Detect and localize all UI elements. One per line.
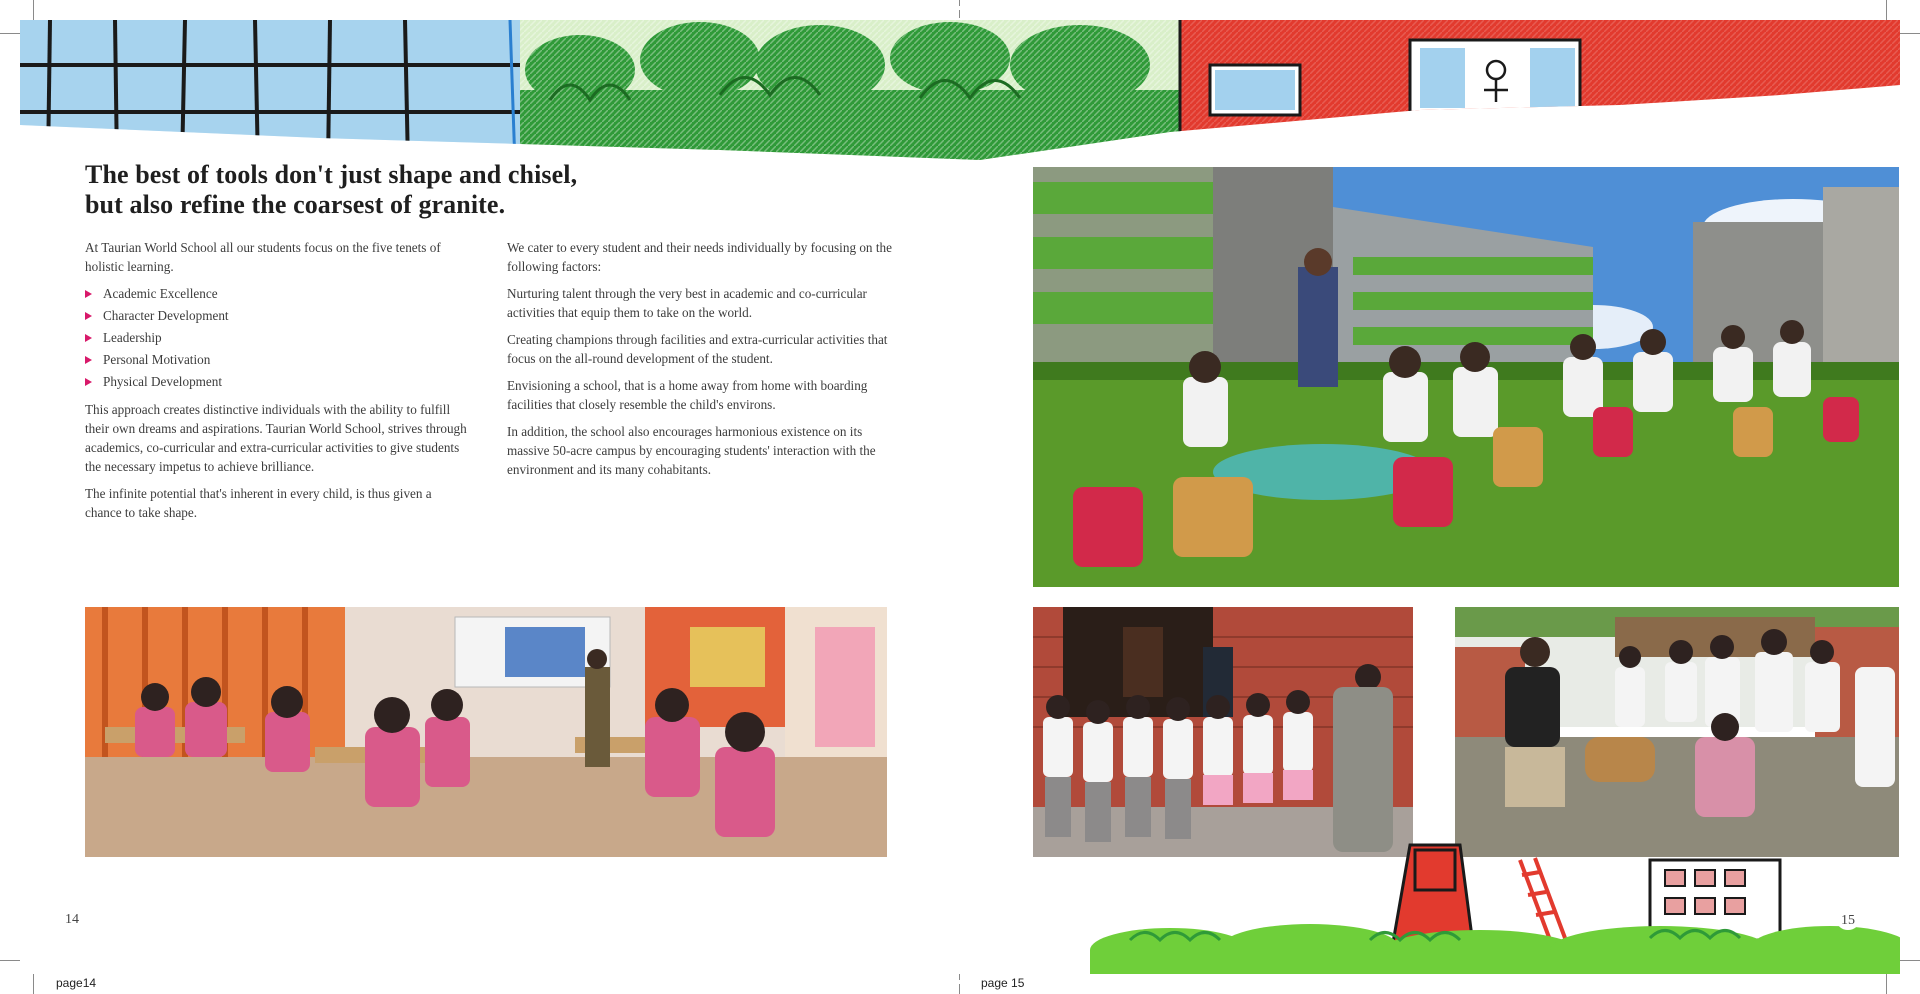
crop-mark [1900,33,1920,34]
left-text-column [85,238,470,530]
list-item: Physical Development [85,372,470,394]
bullet-triangle-icon [85,334,92,342]
classroom-photo [85,607,887,857]
tenets-list [85,284,470,394]
page-number-right: 15 [1837,912,1859,930]
footer-page-label-left: page14 [56,976,97,990]
crop-mark [1886,0,1887,20]
crop-mark [959,10,960,18]
bullet-triangle-icon [85,378,92,386]
footer-page-label-right: page 15 [981,976,1025,990]
bullet-triangle-icon [85,290,92,298]
crop-mark [959,0,960,6]
crop-mark [959,984,960,994]
factor-paragraph: In addition, the school also encourages harmonious existence on its massive 50-acre campus by encouraging students' interaction with the environment and its many cohabitants. [507,424,876,477]
approach-paragraph: This approach creates distinctive individuals with the ability to fulfill their own dreams and aspirations. Taurian World School, strives through academics, co-curricular and extra-curricular activities to give students the necessary impetus to achieve brilliance. [85,402,467,474]
factor-paragraph: Nurturing talent through the very best in academic and co-curricular activities that equip them to take on the world. [507,286,867,320]
crayon-banner-illustration [20,20,1900,165]
crop-mark [1900,960,1920,961]
bullet-triangle-icon [85,356,92,364]
list-item: Academic Excellence [85,284,470,306]
crayon-castle-illustration [1050,790,1900,974]
list-item: Personal Motivation [85,350,470,372]
right-text-column [507,238,892,487]
crop-mark [33,0,34,20]
headline-line-1: The best of tools don't just shape and chisel, [85,160,578,189]
tenets-intro: At Taurian World School all our students focus on the five tenets of holistic learning. [85,240,441,274]
factor-paragraph: Envisioning a school, that is a home away from home with boarding facilities that closely resemble the child's environs. [507,378,868,412]
list-item: Leadership [85,328,470,350]
crop-mark [959,974,960,980]
crop-mark [0,33,20,34]
headline-line-2: but also refine the coarsest of granite. [85,190,506,219]
crop-mark [0,960,20,961]
bullet-triangle-icon [85,312,92,320]
campus-outdoor-class-photo [1033,167,1899,587]
page-number-left: 14 [65,912,79,927]
list-item: Character Development [85,306,470,328]
potential-paragraph: The infinite potential that's inherent in every child, is thus given a chance to take shape. [85,486,432,520]
page-headline [85,160,605,220]
crop-mark [1886,974,1887,994]
factor-paragraph: Creating champions through facilities and extra-curricular activities that focus on the all-round development of the student. [507,332,888,366]
factors-intro: We cater to every student and their needs individually by focusing on the following factors: [507,240,892,274]
crop-mark [33,974,34,994]
